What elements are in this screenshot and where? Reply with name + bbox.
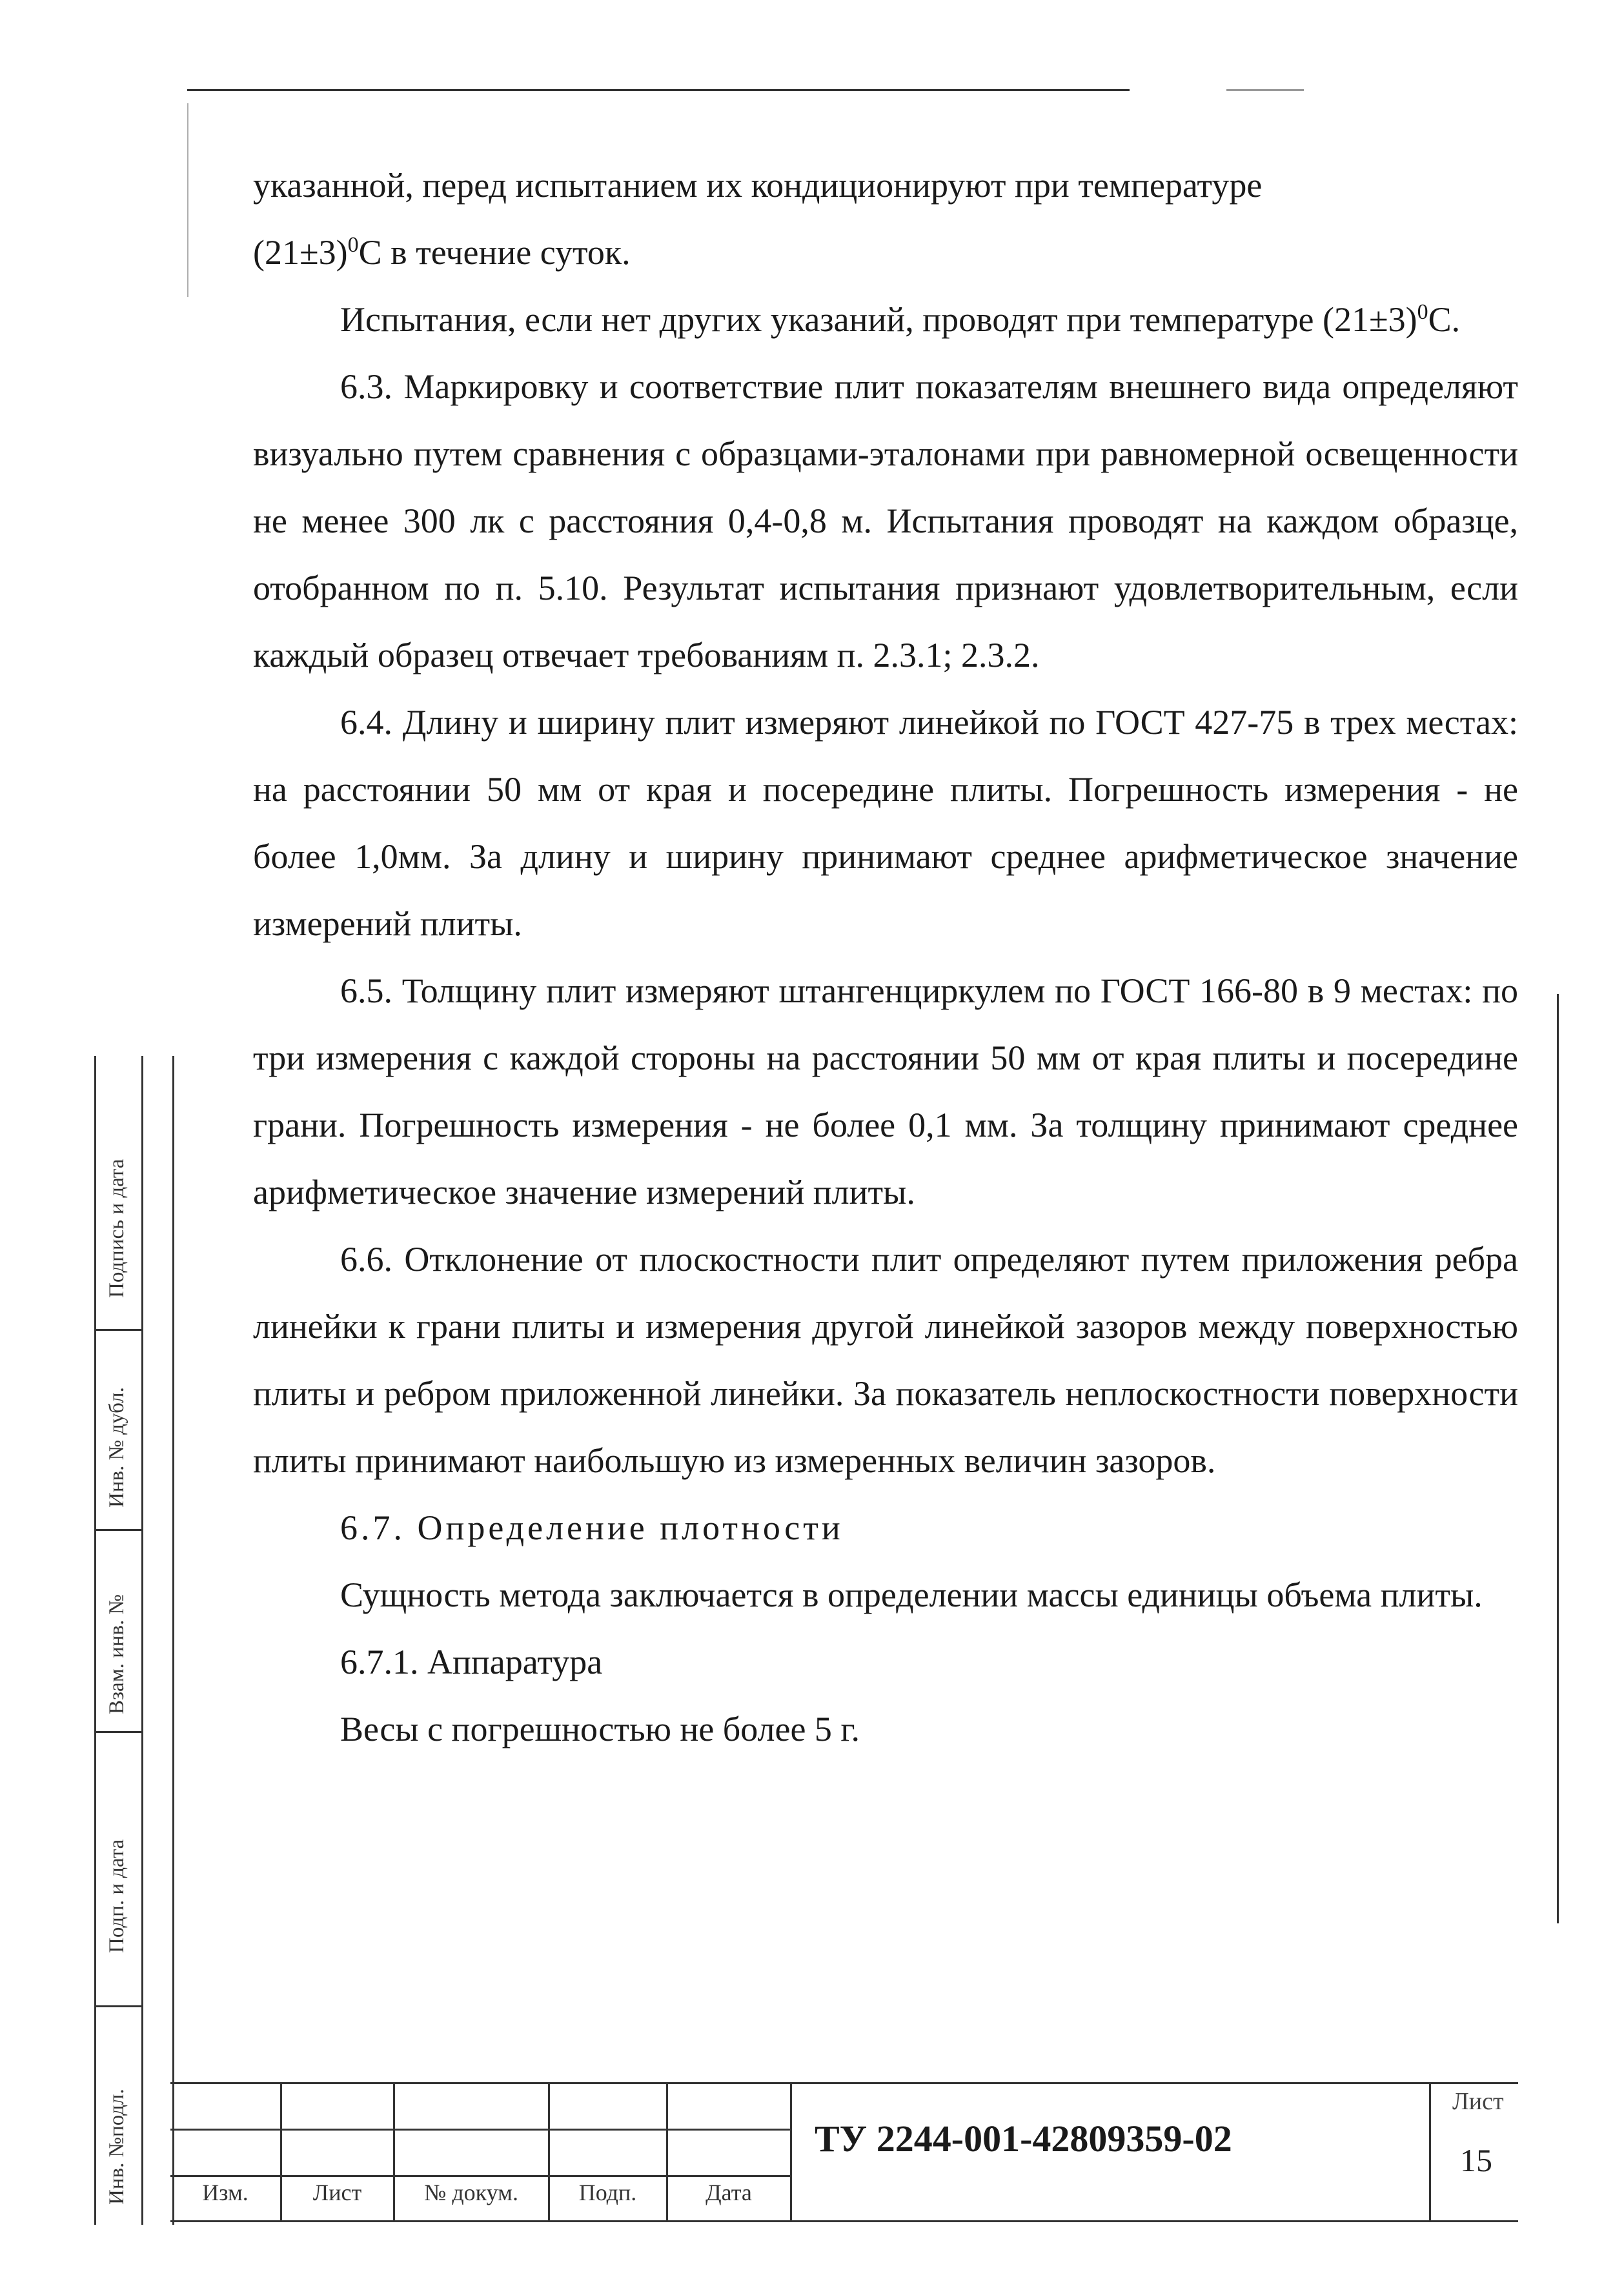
binding-strip bbox=[94, 1056, 174, 2225]
subheading-6-7-1: 6.7.1. Аппаратура bbox=[340, 1643, 603, 1681]
strip-label-signature-date: Подпись и дата bbox=[105, 1159, 128, 1298]
title-col-sheet: Лист bbox=[312, 2180, 362, 2205]
top-border bbox=[187, 89, 1130, 91]
strip-label-replace-inv: Взам. инв. № bbox=[105, 1594, 128, 1714]
strip-label-sign-date: Подп. и дата bbox=[105, 1839, 128, 1953]
paragraph-method-essence: Сущность метода заключается в определении массы единицы объема плиты. bbox=[340, 1575, 1483, 1614]
paragraph-1 bbox=[253, 152, 1518, 286]
paragraph-6-6: 6.6. Отклонение от плоскостности плит определяют путем приложения ребра линейки к грани плиты и измерения другой линейкой зазоров между поверхностью плиты и ребром приложенной линейки. За показатель неплоскостности поверхности плиты принимают наибольшую из измеренных величин зазоров. bbox=[253, 1240, 1518, 1480]
section-heading-6-7: 6.7. Определение плотности bbox=[340, 1508, 844, 1547]
sheet-label: Лист bbox=[1452, 2088, 1504, 2115]
title-col-date: Дата bbox=[705, 2180, 752, 2205]
left-margin-line bbox=[187, 103, 188, 297]
strip-label-dup-inv: Инв. № дубл. bbox=[105, 1387, 128, 1508]
title-col-change: Изм. bbox=[202, 2180, 249, 2205]
strip-label-orig-inv: Инв. №подл. bbox=[105, 2089, 128, 2205]
paragraph-6-3: 6.3. Маркировку и соответствие плит показателям внешнего вида определяют визуально путем сравнения с образцами-эталонами при равномерной освещенности не менее 300 лк с расстояния 0,4-0,8 м. Испытания проводят на каждом образце, отобранном по п. 5.10. Результат испытания признают удовлетворительным, если каждый образец отвечает требованиям п. 2.3.1; 2.3.2. bbox=[253, 367, 1518, 674]
right-frame-line bbox=[1557, 994, 1559, 1923]
paragraph-6-4: 6.4. Длину и ширину плит измеряют линейкой по ГОСТ 427-75 в трех местах: на расстоянии 50 мм от края и посередине плиты. Погрешность измерения - не более 1,0мм. За длину и ширину принимают среднее арифметическое значение измерений плиты. bbox=[253, 703, 1518, 943]
title-col-signature: Подп. bbox=[578, 2180, 637, 2205]
document-designation: ТУ 2244-001-42809359-02 bbox=[815, 2118, 1232, 2160]
sheet-number: 15 bbox=[1460, 2142, 1492, 2178]
paragraph-1-tail: $(21\pm 3)^0С$ в течение суток. bbox=[253, 233, 631, 272]
document-body bbox=[253, 152, 1518, 1763]
title-col-doc-number: № докум. bbox=[424, 2180, 518, 2205]
paragraph-6-5: 6.5. Толщину плит измеряют штангенциркулем по ГОСТ 166-80 в 9 местах: по три измерения с каждой стороны на расстоянии 50 мм от края плиты и посередине грани. Погрешность измерения - не более 0,1 мм. За толщину принимают среднее арифметическое значение измерений плиты. bbox=[253, 971, 1518, 1211]
paragraph-2: Испытания, если нет других указаний, проводят при температуре $(21\pm 3)^0С$. bbox=[340, 300, 1461, 339]
top-border-fragment bbox=[1226, 89, 1304, 91]
paragraph-scales: Весы с погрешностью не более 5 г. bbox=[340, 1710, 860, 1748]
paragraph-1-line: указанной, перед испытанием их кондиционируют при температуре bbox=[253, 166, 1263, 205]
